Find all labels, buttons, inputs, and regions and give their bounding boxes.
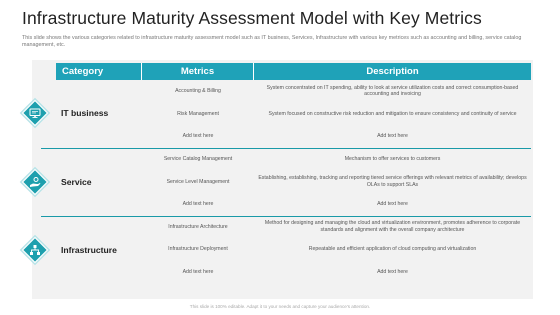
description-cell: Add text here [377, 200, 408, 207]
metric-cell: Add text here [182, 201, 214, 208]
table-row [56, 148, 531, 171]
table-row [56, 103, 531, 126]
hand-service-icon [28, 175, 42, 189]
description-cell: Mechanism to offer services to customers [344, 155, 441, 162]
page-subtitle: This slide shows the various categories related to infrastructure maturity assessment model such as IT business, Services, Infrastructure with various key metrices such as accounting and billing, service catalog management, etc. [22, 35, 522, 48]
network-icon [28, 243, 42, 257]
description-cell: System concentrated on IT spending, ability to look at service utilization costs and correct consumption-based accounting and invoicing [266, 84, 519, 98]
description-cell: Establishing, establishing, tracking and reporting tiered service offerings with relevant metrics of availability; develops OLAs to support SLAs [258, 175, 527, 188]
metric-cell: Infrastructure Architecture [168, 223, 228, 230]
category-label-service: Service [61, 177, 92, 187]
category-icon-infrastructure [20, 235, 50, 265]
table-row [56, 170, 531, 193]
metric-cell: Accounting & Billing [175, 88, 221, 95]
table-header [56, 63, 531, 80]
monitor-icon [28, 106, 42, 120]
category-icon-it-business [20, 98, 50, 128]
page-title: Infrastructure Maturity Assessment Model with Key Metrics [22, 8, 482, 28]
description-cell: System focused on constructive risk reduction and mitigation to ensure consistency and continuity of service [268, 110, 517, 117]
metric-cell: Add text here [182, 269, 214, 276]
table-row [56, 80, 531, 103]
table-row [56, 125, 531, 148]
table-row [56, 238, 531, 261]
category-label-infrastructure: Infrastructure [61, 245, 117, 255]
category-label-it-business: IT business [61, 108, 109, 118]
description-cell: Add text here [377, 268, 408, 275]
header-description: Description [254, 63, 531, 80]
metric-cell: Infrastructure Deployment [168, 246, 228, 253]
metric-cell: Service Level Management [166, 178, 230, 185]
description-cell: Method for designing and managing the cloud and virtualization environment, promotes adherence to corporate standards and alignment with the overall company architecture [264, 220, 521, 233]
header-metrics: Metrics [142, 63, 254, 80]
description-cell: Add text here [377, 133, 408, 140]
header-category: Category [56, 63, 142, 80]
table-row [56, 193, 531, 216]
page-footer: This slide is 100% editable. Adapt it to your needs and capture your audience's attention. [189, 304, 371, 309]
table-row [56, 216, 531, 239]
metric-cell: Risk Management [177, 110, 219, 117]
category-icon-service [20, 167, 50, 197]
table-row [56, 261, 531, 284]
metric-cell: Service Catalog Management [163, 156, 233, 163]
metrics-table [56, 63, 531, 283]
metric-cell: Add text here [182, 133, 214, 140]
description-cell: Repeatable and efficient application of cloud computing and virtualization [308, 246, 477, 253]
